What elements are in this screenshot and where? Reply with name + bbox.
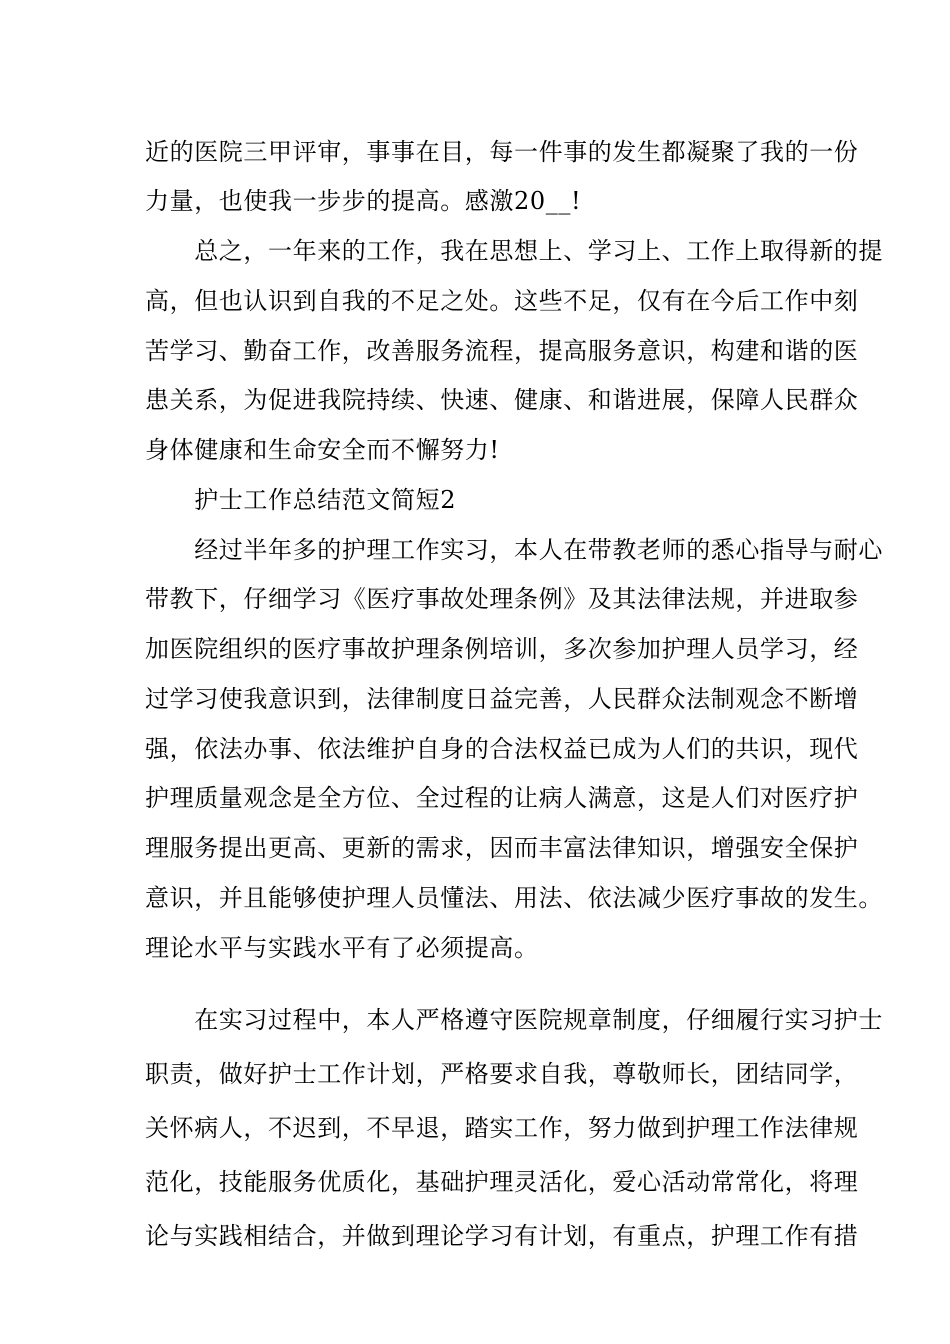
text-line: 总之，一年来的工作，我在思想上、学习上、工作上取得新的提 bbox=[145, 237, 883, 265]
text-line: 理论水平与实践水平有了必须提高。 bbox=[145, 934, 539, 962]
text-line: 苦学习、勤奋工作，改善服务流程，提高服务意识，构建和谐的医 bbox=[145, 337, 859, 365]
text-line: 论与实践相结合，并做到理论学习有计划，有重点，护理工作有措 bbox=[145, 1222, 859, 1250]
text-line: 患关系，为促进我院持续、快速、健康、和谐进展，保障人民群众 bbox=[145, 386, 859, 414]
text-line: 经过半年多的护理工作实习，本人在带教老师的悉心指导与耐心 bbox=[145, 536, 883, 564]
text-line: 带教下，仔细学习《医疗事故处理条例》及其法律法规，并进取参 bbox=[145, 585, 859, 613]
text-line: 护理质量观念是全方位、全过程的让病人满意，这是人们对医疗护 bbox=[145, 784, 859, 812]
text-line: 加医院组织的医疗事故护理条例培训，多次参加护理人员学习，经 bbox=[145, 635, 859, 663]
text-line: 近的医院三甲评审，事事在目，每一件事的发生都凝聚了我的一份 bbox=[145, 138, 859, 166]
text-line: 高，但也认识到自我的不足之处。这些不足，仅有在今后工作中刻 bbox=[145, 287, 859, 315]
text-line: 意识，并且能够使护理人员懂法、用法、依法减少医疗事故的发生。 bbox=[145, 884, 883, 912]
text-line: 在实习过程中，本人严格遵守医院规章制度，仔细履行实习护士 bbox=[145, 1006, 883, 1034]
text-line: 关怀病人，不迟到，不早退，踏实工作，努力做到护理工作法律规 bbox=[145, 1114, 859, 1142]
section-heading: 护士工作总结范文简短2 bbox=[145, 486, 457, 514]
text-line: 强，依法办事、依法维护自身的合法权益已成为人们的共识，现代 bbox=[145, 735, 859, 763]
text-line: 理服务提出更高、更新的需求，因而丰富法律知识，增强安全保护 bbox=[145, 834, 859, 862]
text-line: 力量，也使我一步步的提高。感激20__! bbox=[145, 187, 582, 215]
text-line: 身体健康和生命安全而不懈努力! bbox=[145, 436, 500, 464]
text-line: 过学习使我意识到，法律制度日益完善，人民群众法制观念不断增 bbox=[145, 685, 859, 713]
text-line: 范化，技能服务优质化，基础护理灵活化，爱心活动常常化，将理 bbox=[145, 1168, 859, 1196]
text-line: 职责，做好护士工作计划，严格要求自我，尊敬师长，团结同学， bbox=[145, 1060, 859, 1088]
